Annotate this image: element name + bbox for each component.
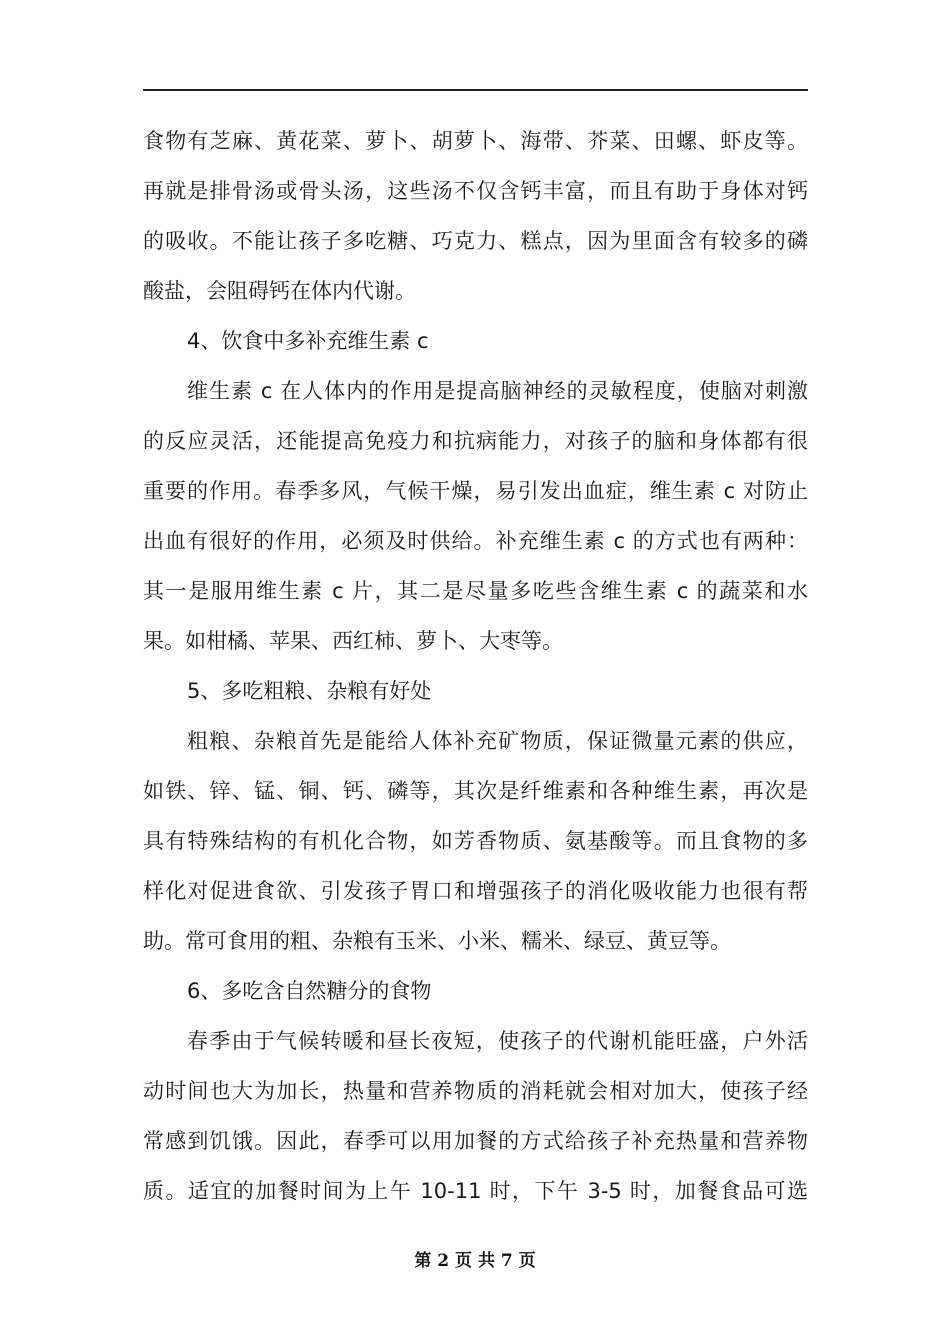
text-line: 出血有很好的作用，必须及时供给。补充维生素 c 的方式也有两种： [143, 529, 808, 553]
text-line: 粗粮、杂粮首先是能给人体补充矿物质，保证微量元素的供应， [187, 729, 808, 753]
section-heading-5: 5、多吃粗粮、杂粮有好处 [187, 679, 432, 703]
text-line: 酸盐，会阻碍钙在体内代谢。 [143, 279, 416, 303]
section-heading-4: 4、饮食中多补充维生素 c [187, 329, 429, 353]
text-line: 食物有芝麻、黄花菜、萝卜、胡萝卜、海带、芥菜、田螺、虾皮等。 [143, 129, 808, 153]
text-line: 的反应灵活，还能提高免疫力和抗病能力，对孩子的脑和身体都有很 [143, 429, 808, 453]
text-line: 重要的作用。春季多风，气候干燥，易引发出血症，维生素 c 对防止 [143, 479, 808, 503]
section-heading-6: 6、多吃含自然糖分的食物 [187, 979, 432, 1003]
text-line: 的吸收。不能让孩子多吃糖、巧克力、糕点，因为里面含有较多的磷 [143, 229, 808, 253]
document-body [143, 116, 808, 1216]
text-line: 其一是服用维生素 c 片，其二是尽量多吃些含维生素 c 的蔬菜和水 [143, 579, 808, 603]
text-line: 维生素 c 在人体内的作用是提高脑神经的灵敏程度，使脑对刺激 [187, 379, 808, 403]
text-line: 具有特殊结构的有机化合物，如芳香物质、氨基酸等。而且食物的多 [143, 829, 808, 853]
text-line: 助。常可食用的粗、杂粮有玉米、小米、糯米、绿豆、黄豆等。 [143, 929, 731, 953]
page-footer: 第 2 页 共 7 页 [414, 1251, 536, 1271]
text-line: 质。适宜的加餐时间为上午 10-11 时，下午 3-5 时，加餐食品可选 [143, 1179, 808, 1203]
text-line: 常感到饥饿。因此，春季可以用加餐的方式给孩子补充热量和营养物 [143, 1129, 808, 1153]
text-line: 动时间也大为加长，热量和营养物质的消耗就会相对加大，使孩子经 [143, 1079, 808, 1103]
text-line: 再就是排骨汤或骨头汤，这些汤不仅含钙丰富，而且有助于身体对钙 [143, 179, 808, 203]
text-line: 果。如柑橘、苹果、西红柿、萝卜、大枣等。 [143, 629, 563, 653]
text-line: 样化对促进食欲、引发孩子胃口和增强孩子的消化吸收能力也很有帮 [143, 879, 808, 903]
header-rule [143, 89, 808, 91]
text-line: 春季由于气候转暖和昼长夜短，使孩子的代谢机能旺盛，户外活 [187, 1029, 808, 1053]
text-line: 如铁、锌、锰、铜、钙、磷等，其次是纤维素和各种维生素，再次是 [143, 779, 808, 803]
